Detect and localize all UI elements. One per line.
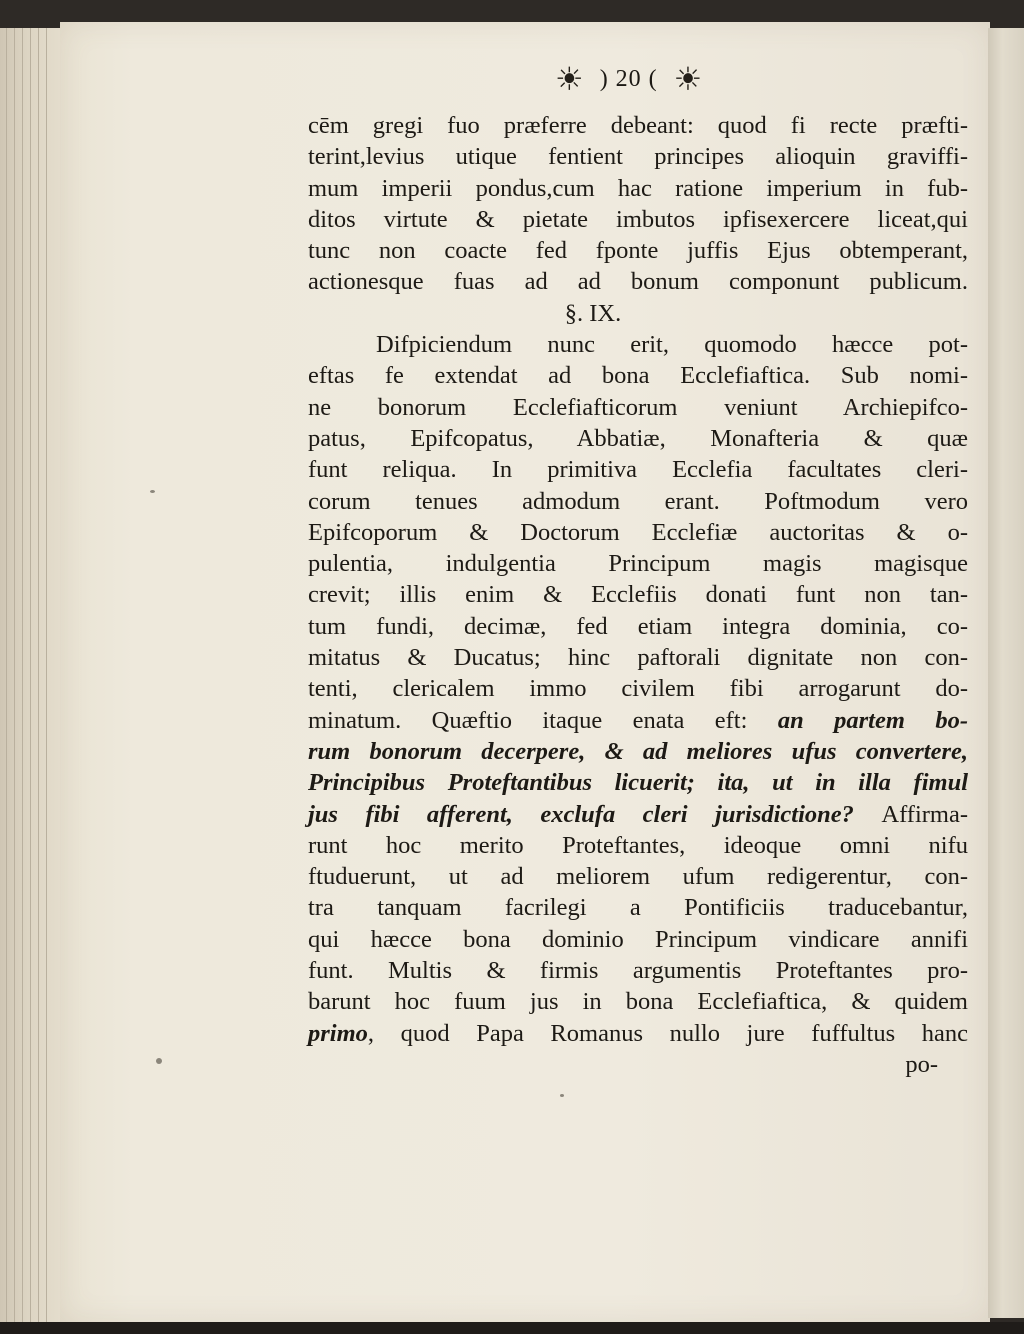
text-span: tenti, clericalem immo civilem fibi arrogarunt do- <box>308 675 968 703</box>
right-page-edge <box>988 28 1024 1318</box>
text-span: runt hoc merito Proteftantes, ideoque omni nifu <box>308 831 968 859</box>
text-line <box>308 423 968 454</box>
body-text <box>308 110 968 1080</box>
text-line <box>308 767 968 798</box>
text-span: terint,levius utique fentient principes alioquin graviffi- <box>308 143 968 171</box>
text-line <box>308 673 968 704</box>
text-line <box>308 329 968 360</box>
italic-text: primo <box>308 1019 368 1047</box>
text-line <box>308 141 968 172</box>
text-span: patus, Epifcopatus, Abbatiæ, Monafteria & quæ <box>308 424 968 452</box>
text-line <box>308 110 968 141</box>
text-line <box>308 830 968 861</box>
italic-text: jus fibi afferent, exclufa cleri jurisdictione? <box>308 800 882 828</box>
ornament-right-icon: ☀ <box>673 61 703 97</box>
text-line <box>308 454 968 485</box>
text-line <box>308 1049 968 1080</box>
text-line <box>308 235 968 266</box>
text-line <box>308 266 968 297</box>
text-line <box>308 955 968 986</box>
text-line <box>308 642 968 673</box>
text-span: , quod Papa Romanus nullo jure fuffultus hanc <box>367 1019 968 1047</box>
text-span: qui hæcce bona dominio Principum vindicare annifi <box>308 925 968 953</box>
text-line <box>308 517 968 548</box>
text-span: pulentia, indulgentia Principum magis magisque <box>308 550 968 578</box>
page-number: ) 20 ( <box>599 65 658 92</box>
text-span: §. IX. <box>564 299 622 327</box>
text-line <box>308 360 968 391</box>
text-line <box>308 548 968 579</box>
text-line <box>308 204 968 235</box>
text-span: eftas fe extendat ad bona Ecclefiaftica. Sub nomi- <box>308 362 968 390</box>
text-line <box>308 736 968 767</box>
text-line <box>308 705 968 736</box>
running-header <box>555 62 775 96</box>
text-line <box>308 579 968 610</box>
text-span: minatum. Quæftio itaque enata eft: <box>308 706 778 734</box>
text-line <box>308 892 968 923</box>
text-span: mitatus & Ducatus; hinc paftorali dignitate non con- <box>308 644 968 672</box>
text-span: tra tanquam facrilegi a Pontificiis traducebantur, <box>308 894 968 922</box>
text-span: actionesque fuas ad ad bonum componunt publicum. <box>308 268 968 296</box>
text-span: mum imperii pondus,cum hac ratione imperium in fub- <box>308 174 968 202</box>
italic-text: Principibus Proteftantibus licuerit; ita, ut in illa fimul <box>308 769 968 797</box>
text-line <box>308 924 968 955</box>
italic-text: an partem bo- <box>777 706 968 734</box>
ornament-left-icon: ☀ <box>555 61 584 97</box>
text-span: barunt hoc fuum jus in bona Ecclefiaftica, & quidem <box>308 988 968 1016</box>
text-span: tum fundi, decimæ, fed etiam integra dominia, co- <box>308 612 968 640</box>
text-line <box>308 173 968 204</box>
text-line <box>308 861 968 892</box>
bottom-shadow <box>0 1322 1024 1334</box>
text-line <box>308 298 968 329</box>
text-line <box>308 799 968 830</box>
text-span: Epifcoporum & Doctorum Ecclefiæ auctoritas & o- <box>308 518 968 546</box>
text-line <box>308 611 968 642</box>
text-span: tunc non coacte fed fponte juffis Ejus obtemperant, <box>308 237 968 265</box>
text-span: cēm gregi fuo præferre debeant: quod fi recte præfti- <box>308 112 968 139</box>
text-line <box>308 392 968 423</box>
text-span: Affirma- <box>881 800 968 828</box>
text-line <box>308 486 968 517</box>
text-span: Difpiciendum nunc erit, quomodo hæcce pot- <box>376 331 968 359</box>
text-span: funt reliqua. In primitiva Ecclefia facultates cleri- <box>308 456 968 484</box>
text-span: corum tenues admodum erant. Poftmodum vero <box>308 487 968 515</box>
text-span: crevit; illis enim & Ecclefiis donati funt non tan- <box>308 581 968 609</box>
text-line <box>308 1018 968 1049</box>
text-span: ftuduerunt, ut ad meliorem ufum redigerentur, con- <box>308 863 968 891</box>
text-span: po- <box>905 1050 938 1078</box>
text-line <box>308 986 968 1017</box>
text-span: funt. Multis & firmis argumentis Proteftantes pro- <box>308 957 968 985</box>
italic-text: rum bonorum decerpere, & ad meliores ufus convertere, <box>308 737 968 765</box>
text-span: ditos virtute & pietate imbutos ipfisexercere liceat,qui <box>308 205 968 233</box>
text-span: ne bonorum Ecclefiafticorum veniunt Archiepifco- <box>308 393 968 421</box>
